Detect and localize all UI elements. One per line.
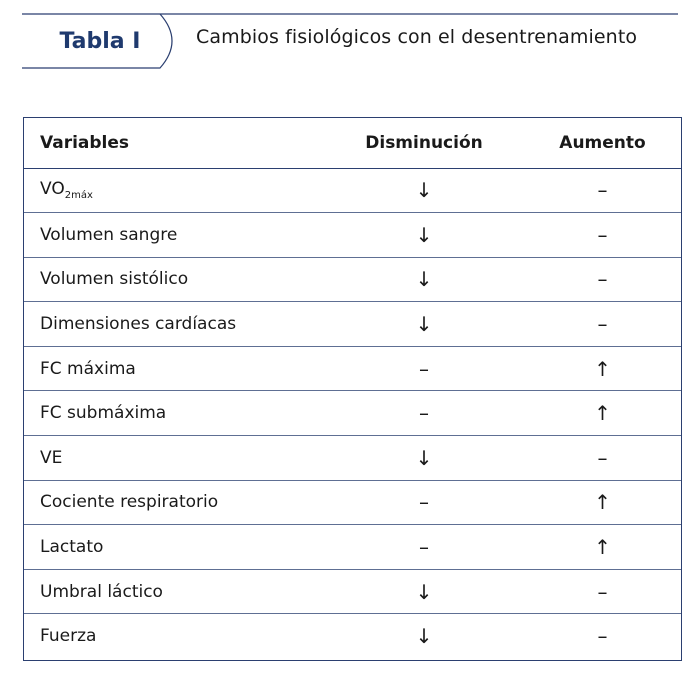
aumento-cell: – [522,302,682,347]
variable-cell: Lactato [24,525,326,570]
table-row [24,257,682,302]
table-row [24,436,682,481]
disminucion-cell: – [326,525,522,570]
table-row [24,168,682,213]
aumento-cell: – [522,168,682,213]
variable-cell: Dimensiones cardíacas [24,302,326,347]
disminucion-cell: ↓ [326,257,522,302]
column-header-aumento: Aumento [522,118,682,168]
physiological-changes-table [23,117,682,661]
disminucion-cell: ↓ [326,302,522,347]
variable-cell: Cociente respiratorio [24,480,326,525]
table-row [24,525,682,570]
table-row [24,614,682,659]
column-header-variables: Variables [24,118,326,168]
table-row [24,213,682,258]
aumento-cell: – [522,257,682,302]
variable-cell: VE [24,436,326,481]
table-header [0,0,700,80]
variable-cell: Fuerza [40,626,97,647]
table-row [24,302,682,347]
column-header-disminucion: Disminución [326,118,522,168]
disminucion-cell: ↓ [326,436,522,481]
variable-name: VO [40,179,65,200]
disminucion-cell: ↓ [326,168,522,213]
table-row [24,391,682,436]
table-row [24,480,682,525]
table-row [24,346,682,391]
aumento-cell: ↑ [522,525,682,570]
variable-cell [24,168,326,213]
aumento-cell: – [597,624,608,649]
disminucion-cell: ↓ [326,213,522,258]
data-table [24,118,682,659]
variable-cell: Volumen sistólico [24,257,326,302]
aumento-cell: ↑ [522,480,682,525]
table-number-label: Tabla I [59,28,141,54]
variable-subscript: 2máx [64,190,93,202]
aumento-cell: ↑ [522,346,682,391]
table-caption: Cambios fisiológicos con el desentrenamiento [196,26,638,48]
disminucion-cell: – [326,391,522,436]
variable-cell: Volumen sangre [24,213,326,258]
disminucion-cell: – [326,346,522,391]
table-row [24,569,682,614]
aumento-cell: – [522,436,682,481]
variable-cell: FC submáxima [24,391,326,436]
aumento-cell: ↑ [522,391,682,436]
table-header-row [24,118,682,168]
aumento-cell: – [522,569,682,614]
disminucion-cell: ↓ [415,624,433,649]
variable-cell: Umbral láctico [24,569,326,614]
disminucion-cell: ↓ [326,569,522,614]
aumento-cell: – [522,213,682,258]
variable-cell: FC máxima [24,346,326,391]
disminucion-cell: – [326,480,522,525]
